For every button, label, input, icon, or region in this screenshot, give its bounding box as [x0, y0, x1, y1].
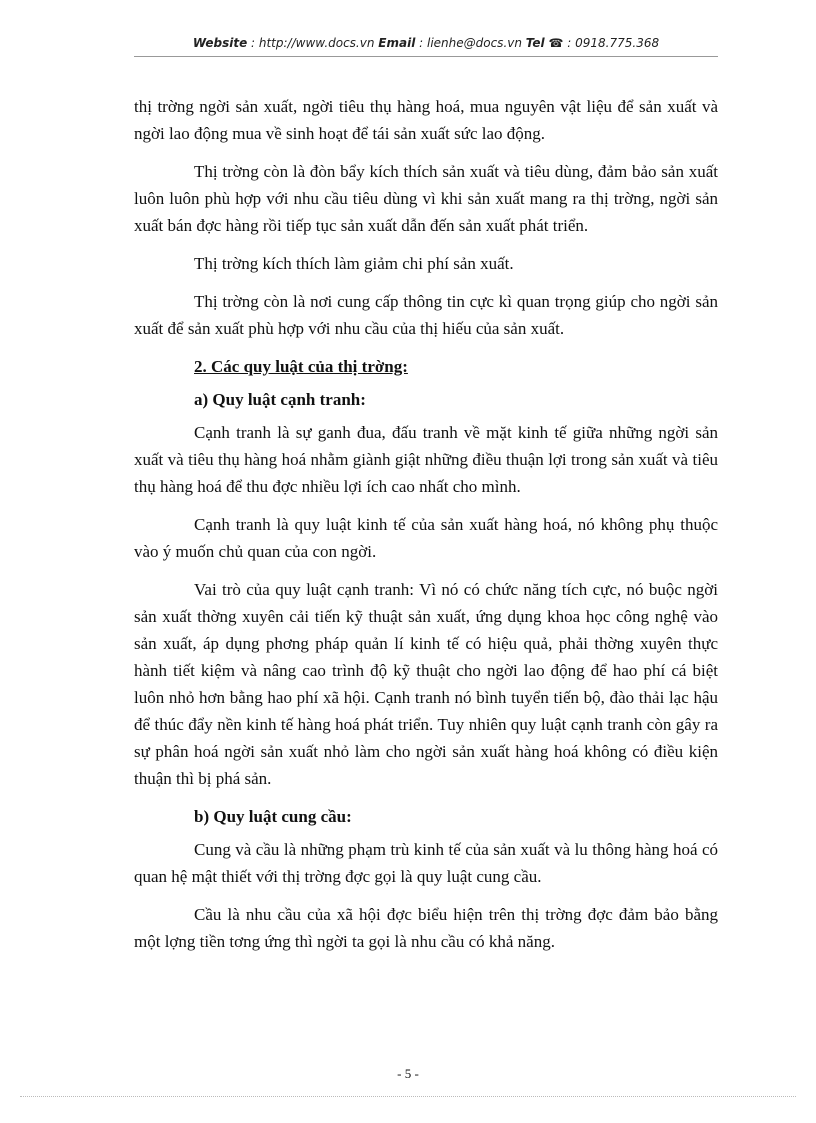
page-number: - 5 - — [397, 1066, 419, 1081]
tel-label: Tel — [525, 36, 545, 50]
paragraph-3: Thị trờng kích thích làm giảm chi phí sản xuất. — [194, 254, 514, 273]
website-label: Website — [192, 36, 248, 50]
header-rule — [134, 56, 718, 57]
phone-icon: ☎ — [548, 36, 564, 50]
page-header — [134, 36, 718, 50]
paragraph-8: Cung và cầu là những phạm trù kinh tế của sản xuất và lu thông hàng hoá có quan hệ mật thiết với thị trờng đợc gọi là quy luật cung cầu. — [134, 840, 718, 886]
page-bottom-border — [20, 1096, 796, 1097]
paragraph-7: Vai trò của quy luật cạnh tranh: Vì nó có chức năng tích cực, nó buộc ngời sản xuất thờng xuyên cải tiến kỹ thuật sản xuất, ứng dụng khoa học công nghệ vào sản xuất, áp dụng phơng pháp quản lí kinh tế có hiệu quả, phải thờng xuyên thực hành tiết kiệm và nâng cao trình độ kỹ thuật cho ngời lao động để hao phí cá biệt luôn nhỏ hơn bằng hao phí xã hội. Cạnh tranh nó bình tuyển tiến bộ, đào thải lạc hậu để thúc đẩy nền kinh tế hàng hoá phát triển. Tuy nhiên quy luật cạnh tranh còn gây ra sự phân hoá ngời sản xuất nhỏ làm cho ngời sản xuất hàng hoá không có điều kiện thuận thì bị phá sản. — [134, 580, 718, 788]
paragraph-1: thị trờng ngời sản xuất, ngời tiêu thụ hàng hoá, mua nguyên vật liệu để sản xuất và ngời lao động mua về sinh hoạt để tái sản xuất sức lao động. — [134, 97, 718, 143]
paragraph-6: Cạnh tranh là quy luật kinh tế của sản xuất hàng hoá, nó không phụ thuộc vào ý muốn chủ quan của con ngời. — [134, 515, 718, 561]
subheading-a: a) Quy luật cạnh tranh: — [194, 390, 366, 409]
subheading-b: b) Quy luật cung cầu: — [194, 807, 352, 826]
section-heading: 2. Các quy luật của thị trờng: — [194, 357, 408, 376]
paragraph-9: Cầu là nhu cầu của xã hội đợc biểu hiện trên thị trờng đợc đảm bảo bằng một lợng tiền tơng ứng thì ngời ta gọi là nhu cầu có khả năng. — [134, 905, 718, 951]
paragraph-2: Thị trờng còn là đòn bẩy kích thích sản xuất và tiêu dùng, đảm bảo sản xuất luôn luôn phù hợp với nhu cầu tiêu dùng vì khi sản xuất mang ra thị trờng, ngời sản xuất bán đợc hàng rồi tiếp tục sản xuất dẫn đến sản xuất phát triển. — [134, 162, 718, 235]
email-label: Email — [378, 36, 416, 50]
paragraph-4: Thị trờng còn là nơi cung cấp thông tin cực kì quan trọng giúp cho ngời sản xuất để sản xuất phù hợp với nhu cầu của thị hiếu của sản xuất. — [134, 292, 718, 338]
paragraph-5: Cạnh tranh là sự ganh đua, đấu tranh về mặt kinh tế giữa những ngời sản xuất và tiêu thụ hàng hoá nhằm giành giật những điều thuận lợi trong sản xuất và tiêu thụ hàng hoá để thu đợc nhiều lợi ích cao nhất cho mình. — [134, 423, 718, 496]
tel-value: : 0918.775.368 — [563, 36, 660, 50]
email-value: : lienhe@docs.vn — [415, 36, 526, 50]
website-value: : http://www.docs.vn — [247, 36, 379, 50]
document-body — [134, 93, 718, 966]
